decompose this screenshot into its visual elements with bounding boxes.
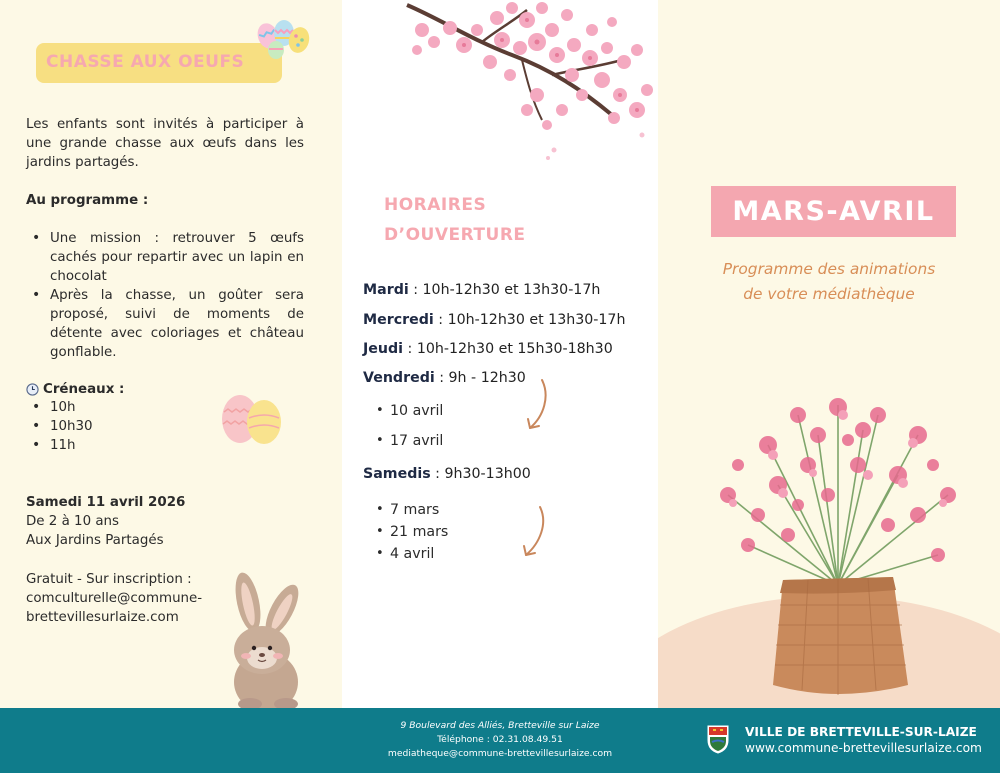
phone: Téléphone : 02.31.08.49.51 [437,734,563,745]
schedule-row [363,464,531,484]
samedi-dates [376,500,448,564]
inscription-info [26,570,202,627]
creneaux-label: Créneaux : [43,382,125,397]
address: 9 Boulevard des Alliés, Bretteville sur Laize [400,720,600,731]
city-crest-icon [707,724,729,754]
list-item: • 10 avril [376,401,443,421]
clock-icon [26,383,39,396]
egg-hunt-title: CHASSE AUX OEUFS [46,52,245,72]
easter-eggs-icon [254,16,316,60]
left-panel [0,0,342,708]
pastel-eggs-icon [216,392,288,448]
opening-hours-title-line1: HORAIRES [384,195,487,215]
website-link[interactable]: www.commune-brettevillesurlaize.com [745,741,982,755]
schedule-row [363,339,613,359]
list-item: • 17 avril [376,431,443,451]
middle-panel [342,0,658,708]
footer [0,708,1000,773]
event-place: Aux Jardins Partagés [26,533,164,548]
list-item: • 4 avril [376,544,448,564]
event-date: Samedi 11 avril 2026 [26,495,186,510]
city-name: VILLE DE BRETTEVILLE-SUR-LAIZE [745,725,977,739]
inscription-email-part1: comculturelle@commune- [26,591,203,606]
creneaux-list [26,398,93,455]
list-item: • 11h [26,436,93,455]
list-item: • Après la chasse, un goûter sera proposé, suivi de moments de détente avec coloriages et château gonflable. [26,286,304,362]
schedule-hours: : 10h-12h30 et 13h30-17h [408,282,601,298]
subtitle-line1: Programme des animations [722,260,936,278]
right-panel [658,0,1000,708]
list-item: • Une mission : retrouver 5 œufs cachés pour repartir avec un lapin en chocolat [26,229,304,286]
flower-bouquet-illustration [698,385,978,708]
contact-info [380,719,620,761]
schedule-day: Vendredi [363,370,435,386]
curved-arrow-icon [522,378,552,432]
schedule-hours: : 9h30-13h00 [430,466,531,482]
contact-email: mediatheque@commune-brettevillesurlaize.com [387,748,613,759]
subtitle-line2: de votre médiathèque [743,285,915,303]
programme-list [26,229,304,286]
bunny-illustration [222,570,314,708]
schedule-row [363,280,600,300]
schedule-row [363,310,625,330]
programme-label: Au programme : [26,193,149,208]
mars-avril-title: MARS-AVRIL [732,196,935,227]
list-item: • 7 mars [376,500,448,520]
schedule-day: Mercredi [363,312,434,328]
event-ages: De 2 à 10 ans [26,514,120,529]
schedule-row [363,368,526,388]
vendredi-dates [376,401,443,451]
list-item: • 10h [26,398,93,417]
inscription-text: Gratuit - Sur inscription : [26,572,192,587]
opening-hours-title-line2: D’OUVERTURE [384,225,526,245]
schedule-hours: : 9h - 12h30 [434,370,526,386]
schedule-day: Jeudi [363,341,404,357]
schedule-day: Mardi [363,282,409,298]
curved-arrow-icon [518,505,548,559]
opening-hours-title [384,190,526,250]
list-item: • 21 mars [376,522,448,542]
programme-subtitle [694,257,964,307]
schedule-hours: : 10h-12h30 et 15h30-18h30 [403,341,613,357]
creneaux-heading [26,380,124,399]
intro-text: Les enfants sont invités à participer à une grande chasse aux œufs dans les jardins partagés. [26,117,304,170]
cherry-blossom-branch [402,0,658,165]
schedule-day: Samedis [363,466,431,482]
list-item: • 10h30 [26,417,93,436]
schedule-hours: : 10h-12h30 et 13h30-17h [433,312,626,328]
event-details [26,493,185,550]
inscription-email-part2: brettevillesurlaize.com [26,610,179,625]
programme-list [26,286,304,362]
